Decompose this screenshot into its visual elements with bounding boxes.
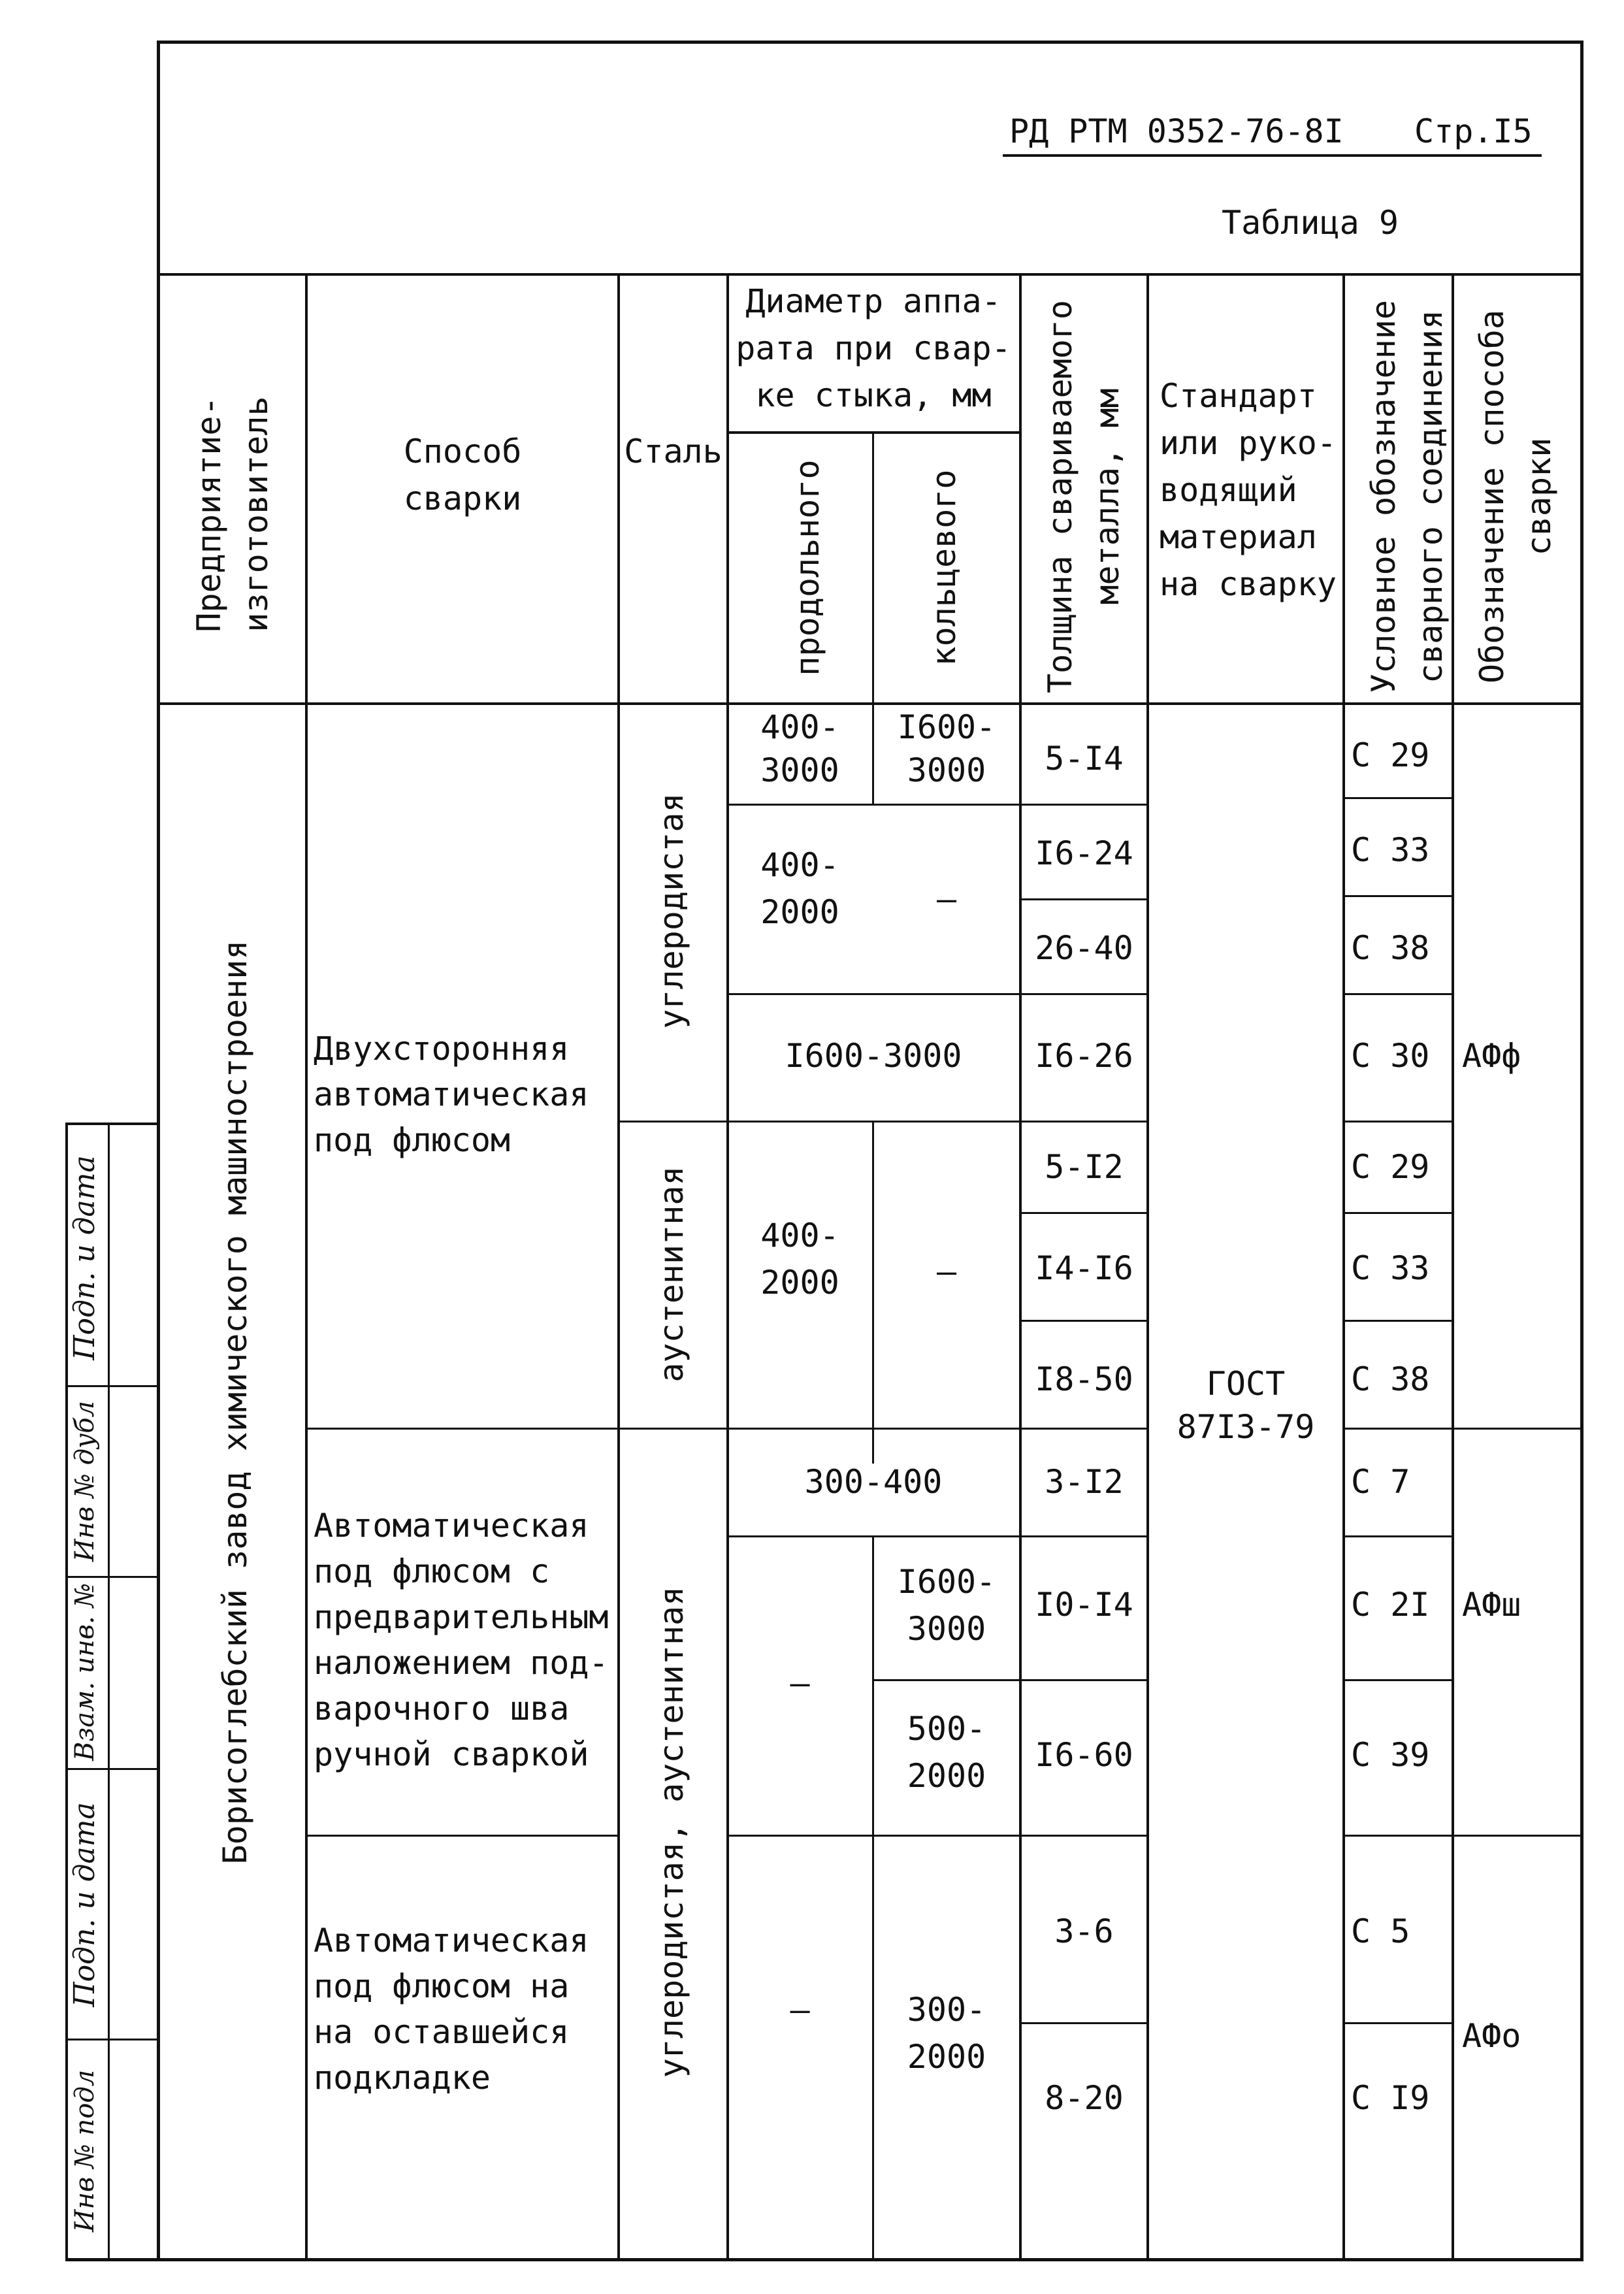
diam-r11-dash: — [790,1991,810,2029]
stamp-sign-date-2: Подп. и дата [68,1802,101,2007]
diam-r8-span: 300-400 [804,1463,943,1501]
method-symbol-1: АФф [1462,1037,1521,1075]
table-title: Таблица 9 [1222,204,1399,242]
stamp-orig-inv: Инв № подл [70,2069,100,2233]
frame-left [157,41,160,2261]
thickness-4: I6-26 [1035,1037,1133,1075]
header-underline [1003,154,1542,157]
method-symbol-2: АФш [1462,1586,1521,1624]
stamp-dup-inv: Инв № дубл [70,1400,100,1562]
joint-symbol-3: С 38 [1351,929,1430,967]
stamp-sign-date-1: Подп. и дата [68,1155,101,1360]
joint-symbol-12: С I9 [1351,2079,1430,2117]
frame-bottom [65,2258,1583,2261]
standard-gost: ГОСТ 87I3-79 [1177,1365,1315,1446]
method-2: Автоматическая под флюсом с предварительным наложением под- варочного шва ручной сваркой [314,1507,609,1773]
header-steel: Сталь [624,433,723,470]
header-thickness: Толщина свариваемого металла, мм [1041,299,1126,694]
thickness-9: I0-I4 [1035,1586,1133,1624]
diam-r1-circ: I600- 3000 [897,708,996,789]
diam-r9-circ: I600- 3000 [897,1563,996,1648]
thickness-5: 5-I2 [1045,1148,1124,1186]
joint-symbol-10: С 39 [1351,1736,1430,1774]
thickness-12: 8-20 [1045,2079,1124,2117]
diam-r2-dash: — [936,880,957,918]
diam-r2-long: 400- 2000 [760,846,839,931]
header-standard: Стандарт или руко- водящий материал на сварку [1160,377,1337,603]
steel-carbon-austenitic: углеродистая, аустенитная [653,1586,690,2078]
thickness-8: 3-I2 [1045,1463,1124,1501]
page-number: Стр.I5 [1414,112,1533,150]
joint-symbol-4: С 30 [1351,1037,1430,1075]
method-symbol-3: АФо [1462,2017,1521,2055]
header-longitudinal: продольного [788,459,826,676]
diam-r4-span: I600-3000 [785,1037,962,1075]
thickness-1: 5-I4 [1045,740,1124,778]
joint-symbol-6: С 33 [1351,1249,1430,1287]
diam-r5-dash: — [936,1253,957,1290]
diam-r11-circ: 300- 2000 [907,1991,986,2076]
frame-right [1580,41,1583,2261]
document-code: РД РТМ 0352-76-8I [1009,112,1344,150]
diam-r1-long: 400- 3000 [760,708,839,789]
thickness-7: I8-50 [1035,1360,1133,1398]
thickness-2: I6-24 [1035,834,1133,872]
header-method-symbol: Обозначение способа сварки [1473,310,1558,683]
method-1: Двухсторонняя автоматическая под флюсом [314,1030,589,1159]
joint-symbol-8: С 7 [1351,1463,1410,1501]
frame-top [157,41,1583,44]
diam-r5-long: 400- 2000 [760,1217,839,1302]
header-diameter: Диаметр аппа- рата при свар- ке стыка, мм [736,282,1011,414]
joint-symbol-5: С 29 [1351,1148,1430,1186]
joint-symbol-9: С 2I [1351,1586,1430,1624]
joint-symbol-11: С 5 [1351,1912,1410,1950]
thickness-11: 3-6 [1054,1912,1114,1950]
steel-austenitic: аустенитная [653,1166,690,1383]
joint-symbol-7: С 38 [1351,1360,1430,1398]
diam-r9-dash: — [790,1664,810,1702]
diam-r10-circ: 500- 2000 [907,1710,986,1795]
thickness-6: I4-I6 [1035,1249,1133,1287]
joint-symbol-1: С 29 [1351,736,1430,774]
enterprise-name: Борисоглебский завод химического машиностроения [216,940,254,1865]
method-3: Автоматическая под флюсом на на оставшейся подкладке [314,1922,589,2097]
header-joint-symbol: Условное обозначение сварного соединения [1365,299,1450,694]
stamp-replace-inv: Взам. инв. № [70,1582,100,1761]
joint-symbol-2: С 33 [1351,831,1430,869]
header-enterprise: Предприятие- изготовитель [190,396,275,632]
thickness-3: 26-40 [1035,929,1133,967]
header-method: Способ сварки [403,433,522,517]
thickness-10: I6-60 [1035,1736,1133,1774]
header-circular: кольцевого [925,469,963,666]
steel-carbon: углеродистая [653,793,690,1029]
